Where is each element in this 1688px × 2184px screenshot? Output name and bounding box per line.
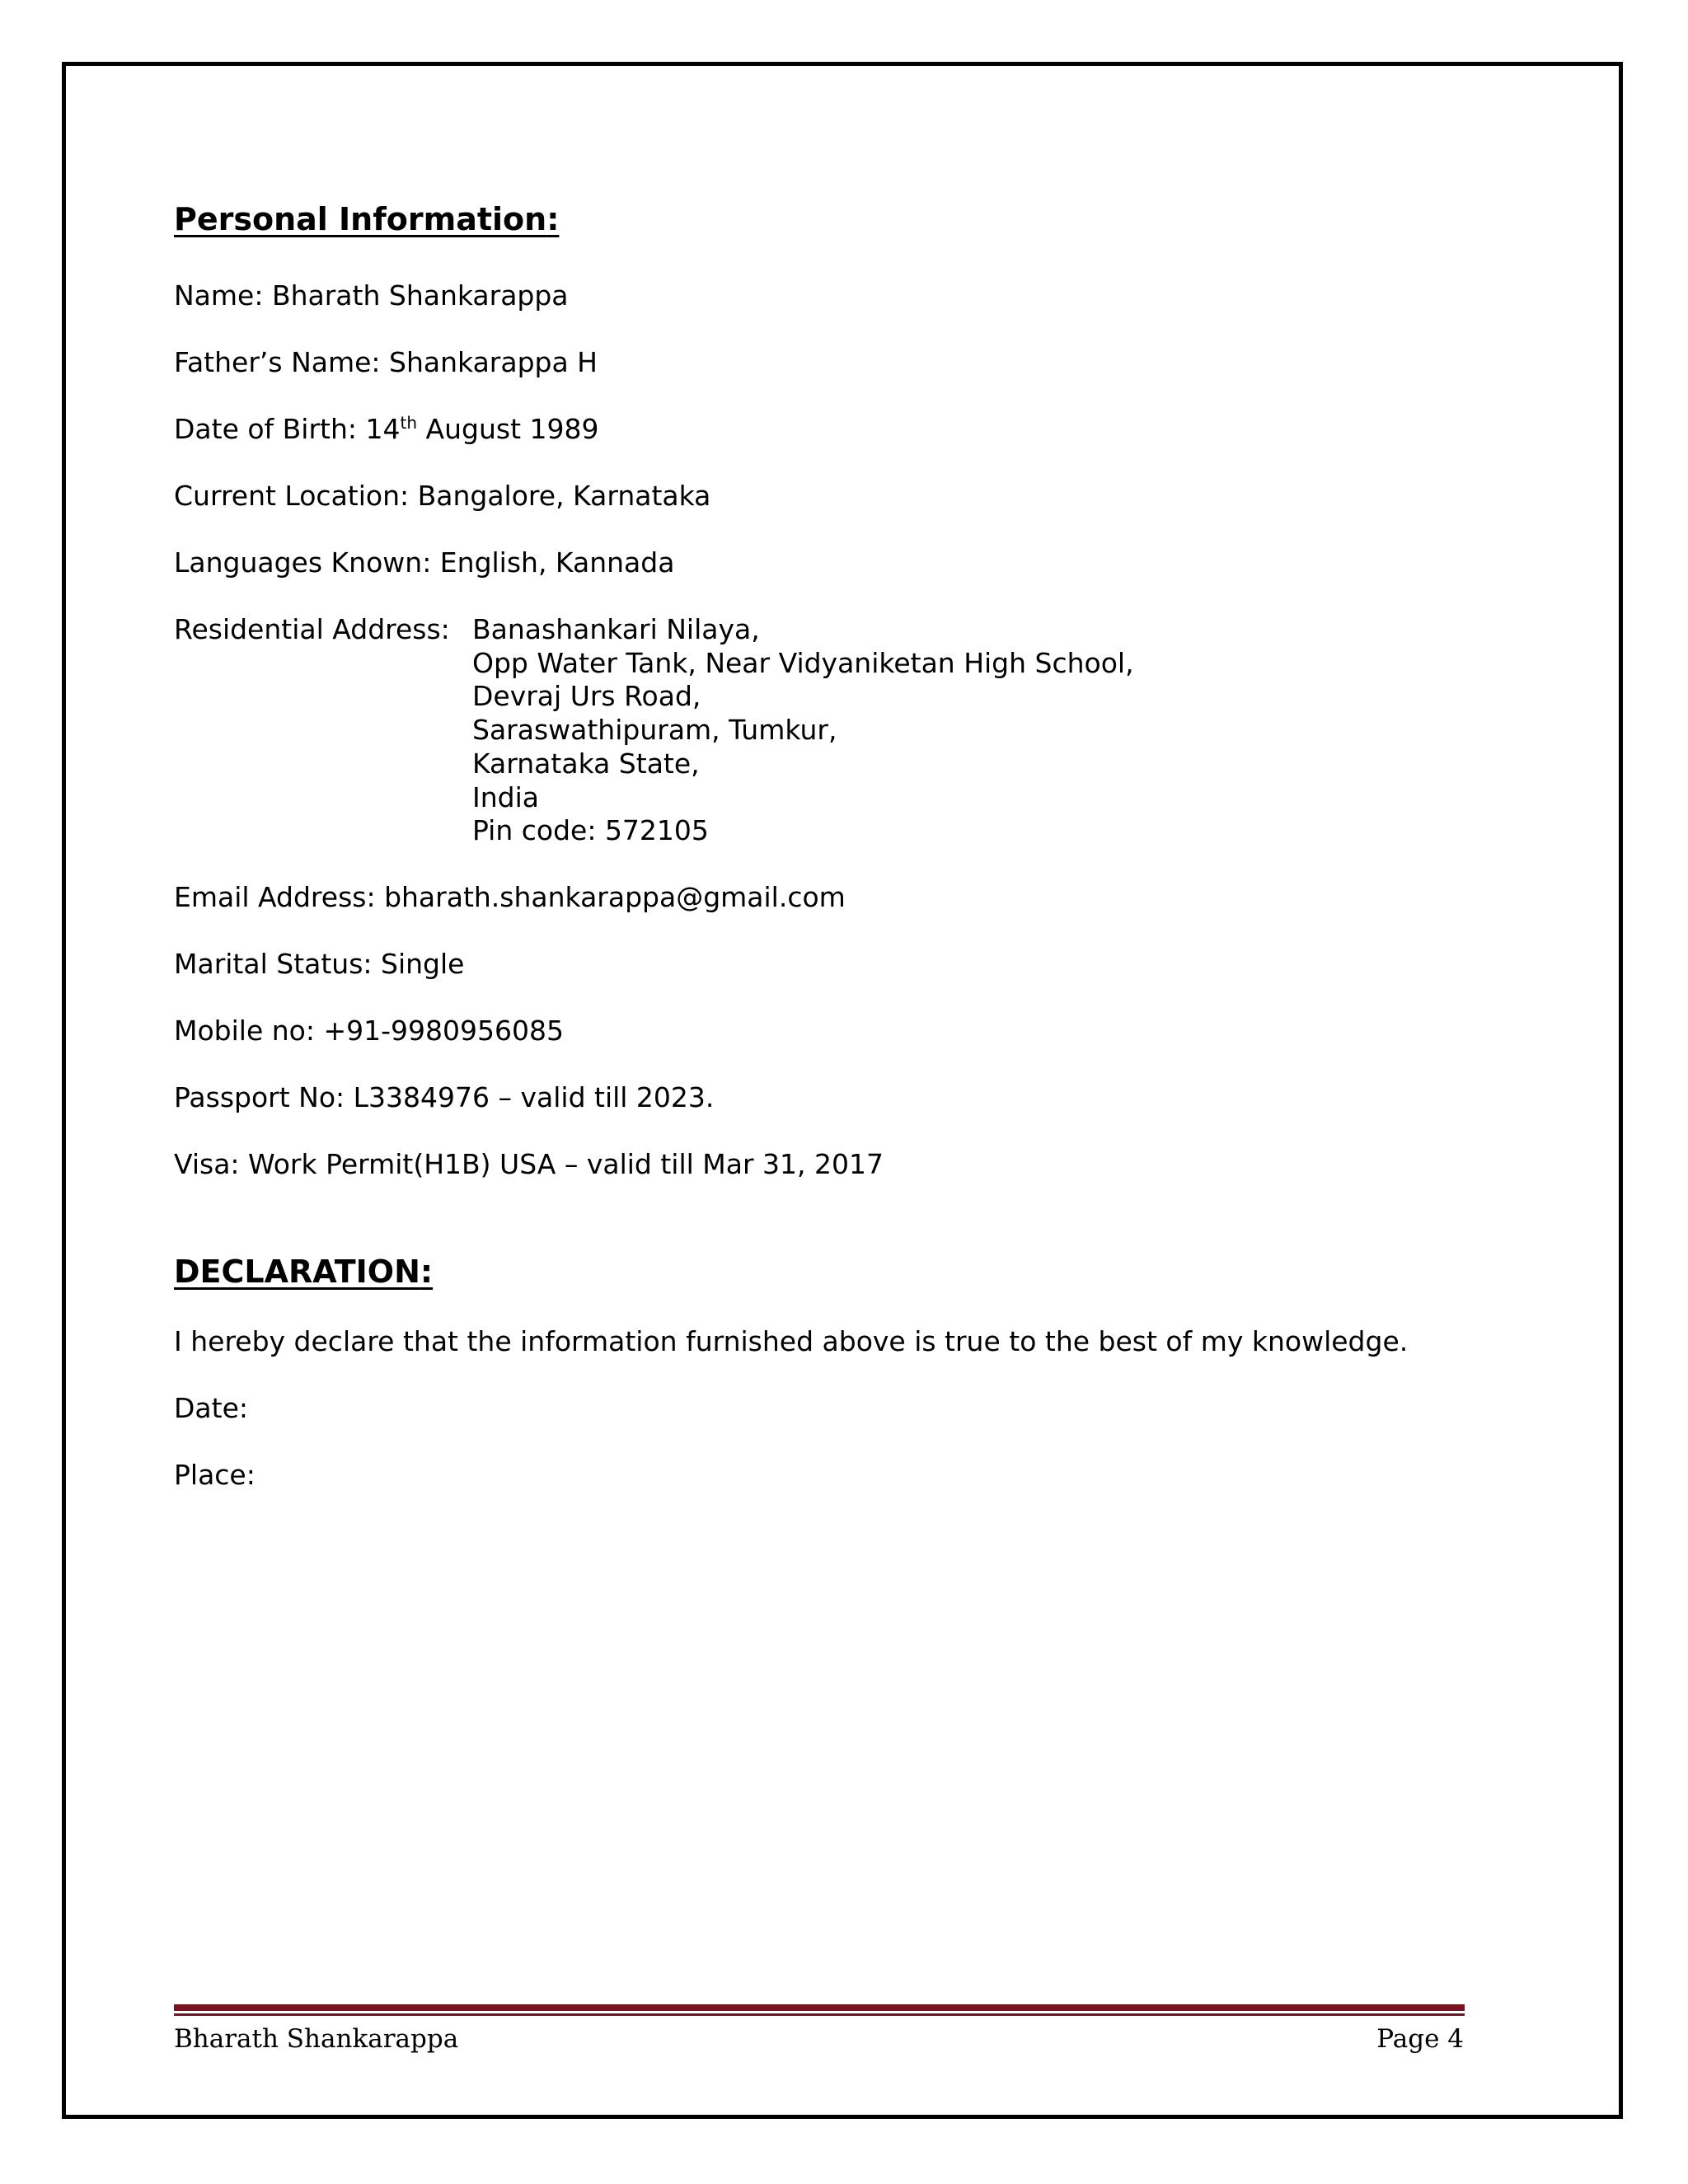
- residential-address-lines: [472, 613, 1134, 848]
- address-line: Opp Water Tank, Near Vidyaniketan High School,: [472, 646, 1134, 679]
- address-line: Pin code: 572105: [472, 814, 709, 847]
- date-label: Date:: [174, 1392, 248, 1424]
- footer-rule-thin: [174, 2013, 1465, 2016]
- visa-line: Visa: Work Permit(H1B) USA – valid till Mar 31, 2017: [174, 1148, 884, 1180]
- address-line: India: [472, 780, 539, 813]
- footer-page-number: Page 4: [1376, 2024, 1464, 2054]
- languages-line: Languages Known: English, Kannada: [174, 546, 675, 579]
- current-location-line: Current Location: Bangalore, Karnataka: [174, 480, 711, 512]
- residential-address: [174, 613, 1134, 848]
- mobile-line: Mobile no: +91-9980956085: [174, 1015, 564, 1047]
- address-line: Karnataka State,: [472, 747, 700, 780]
- place-label: Place:: [174, 1459, 256, 1491]
- declaration-heading: DECLARATION:: [174, 1254, 434, 1290]
- address-line: Saraswathipuram, Tumkur,: [472, 714, 837, 747]
- address-line: Banashankari Nilaya,: [472, 613, 760, 645]
- email-line: Email Address: bharath.shankarappa@gmail.com: [174, 881, 846, 913]
- residential-address-label: Residential Address:: [174, 613, 450, 645]
- passport-line: Passport No: L3384976 – valid till 2023.: [174, 1081, 715, 1113]
- declaration-text: I hereby declare that the information furnished above is true to the best of my knowledge.: [174, 1325, 1409, 1357]
- personal-information-heading: Personal Information:: [174, 201, 560, 237]
- address-line: Devraj Urs Road,: [472, 680, 701, 713]
- footer-rule: [174, 2004, 1465, 2011]
- father-name-line: Father’s Name: Shankarappa H: [174, 346, 598, 378]
- marital-status-line: Marital Status: Single: [174, 948, 465, 980]
- name-line: Name: Bharath Shankarappa: [174, 279, 569, 312]
- date-of-birth-line: Date of Birth: 14th August 1989: [174, 413, 599, 445]
- footer-author-name: Bharath Shankarappa: [174, 2024, 459, 2054]
- ordinal-suffix: th: [400, 413, 418, 433]
